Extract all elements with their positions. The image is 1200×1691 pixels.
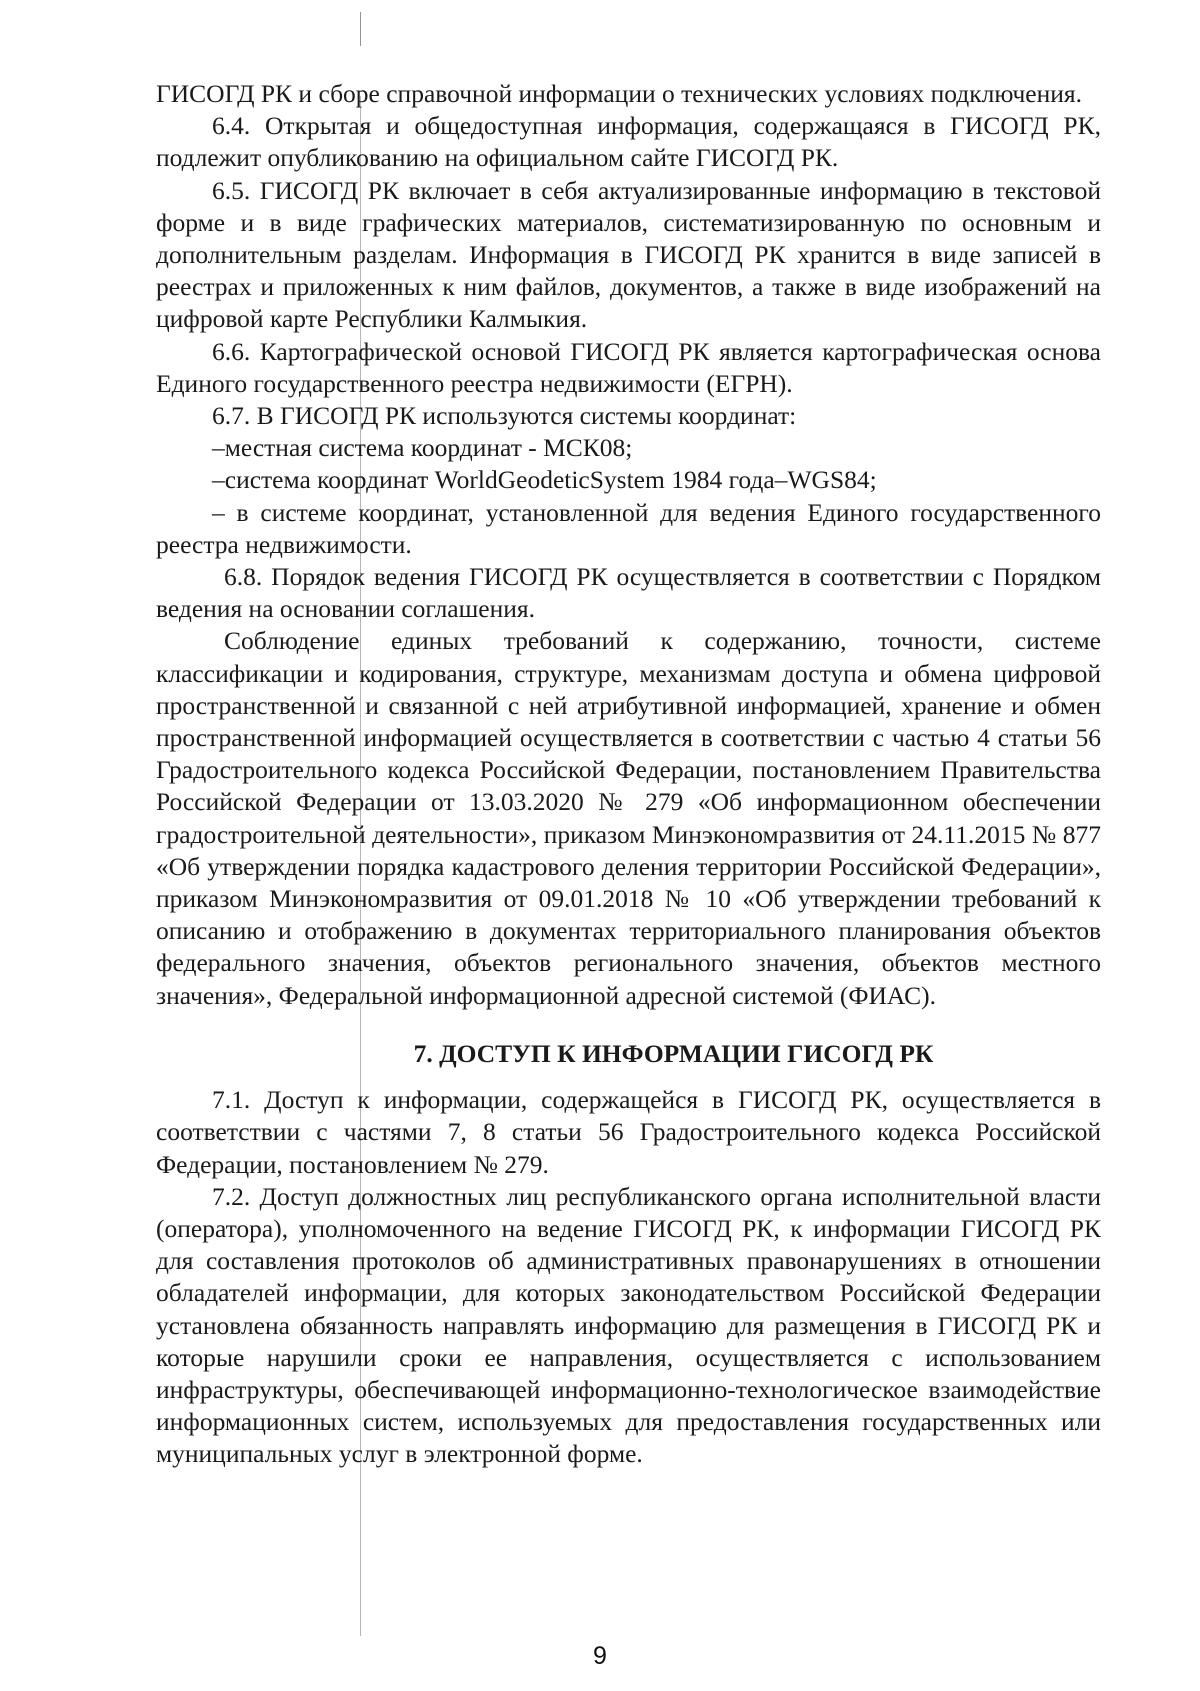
paragraph-continuation: ГИСОГД РК и сборе справочной информации о технических условиях подключения. — [156, 79, 1082, 108]
section-heading: 7. ДОСТУП К ИНФОРМАЦИИ ГИСОГД РК — [413, 1038, 934, 1068]
list-item-msk08: –местная система координат - МСК08; — [212, 433, 633, 463]
paragraph-6-8: 6.8. Порядок ведения ГИСОГД РК осуществляется в соответствии с Порядком ведения на основании соглашения. — [156, 562, 1101, 624]
page-number: 9 — [593, 1642, 607, 1670]
list-item-wgs84: –система координат WorldGeodeticSystem 1984 года–WGS84; — [212, 465, 877, 495]
paragraph-7-1: 7.1. Доступ к информации, содержащейся в ГИСОГД РК, осуществляется в соответствии с частями 7, 8 статьи 56 Градостроительного кодекса Российской Федерации, постановлением № 279. — [156, 1085, 1101, 1179]
paragraph-6-7: 6.7. В ГИСОГД РК используются системы координат: — [212, 401, 797, 431]
list-item-egrn: – в системе координат, установленной для ведения Единого государственного реестра недвижимости. — [156, 497, 1101, 559]
scan-artifact-line — [360, 12, 361, 46]
paragraph-6-6: 6.6. Картографической основой ГИСОГД РК является картографическая основа Единого государственного реестра недвижимости (ЕГРН). — [156, 336, 1101, 398]
paragraph-6-5: 6.5. ГИСОГД РК включает в себя актуализированные информацию в текстовой форме и в виде графических материалов, систематизированную по основным и дополнительным разделам. Информация в ГИСОГД РК хранится в виде записей в реестрах и приложенных к ним файлов, документов, а также в виде изображений на цифровой карте Республики Калмыкия. — [156, 175, 1101, 334]
document-body — [156, 78, 1101, 1471]
paragraph-6-4: 6.4. Открытая и общедоступная информация, содержащаяся в ГИСОГД РК, подлежит опубликованию на официальном сайте ГИСОГД РК. — [156, 111, 1101, 173]
paragraph-7-2: 7.2. Доступ должностных лиц республиканского органа исполнительной власти (оператора), уполномоченного на ведение ГИСОГД РК, к информации ГИСОГД РК для составления протоколов об административных правонарушениях в отношении обладателей информации, для которых законодательством Российской Федерации установлена обязанность направлять информацию для размещения в ГИСОГД РК и которые нарушили сроки ее направления, осуществляется с использованием инфраструктуры, обеспечивающей информационно-технологическое взаимодействие информационных систем, используемых для предоставления государственных или муниципальных услуг в электронной форме. — [156, 1181, 1101, 1469]
paragraph-requirements: Соблюдение единых требований к содержанию, точности, системе классификации и кодирования, структуре, механизмам доступа и обмена цифровой пространственной и связанной с ней атрибутивной информацией, хранение и обмен пространственной информацией осуществляется в соответствии с частью 4 статьи 56 Градостроительного кодекса Российской Федерации, постановлением Правительства Российской Федерации от 13.03.2020 № 279 «Об информационном обеспечении градостроительной деятельности», приказом Минэкономразвития от 24.11.2015 № 877 «Об утверждении порядка кадастрового деления территории Российской Федерации», приказом Минэкономразвития от 09.01.2018 № 10 «Об утверждении требований к описанию и отображению в документах территориального планирования объектов федерального значения, объектов регионального значения, объектов местного значения», Федеральной информационной адресной системой (ФИАС). — [156, 626, 1101, 1010]
